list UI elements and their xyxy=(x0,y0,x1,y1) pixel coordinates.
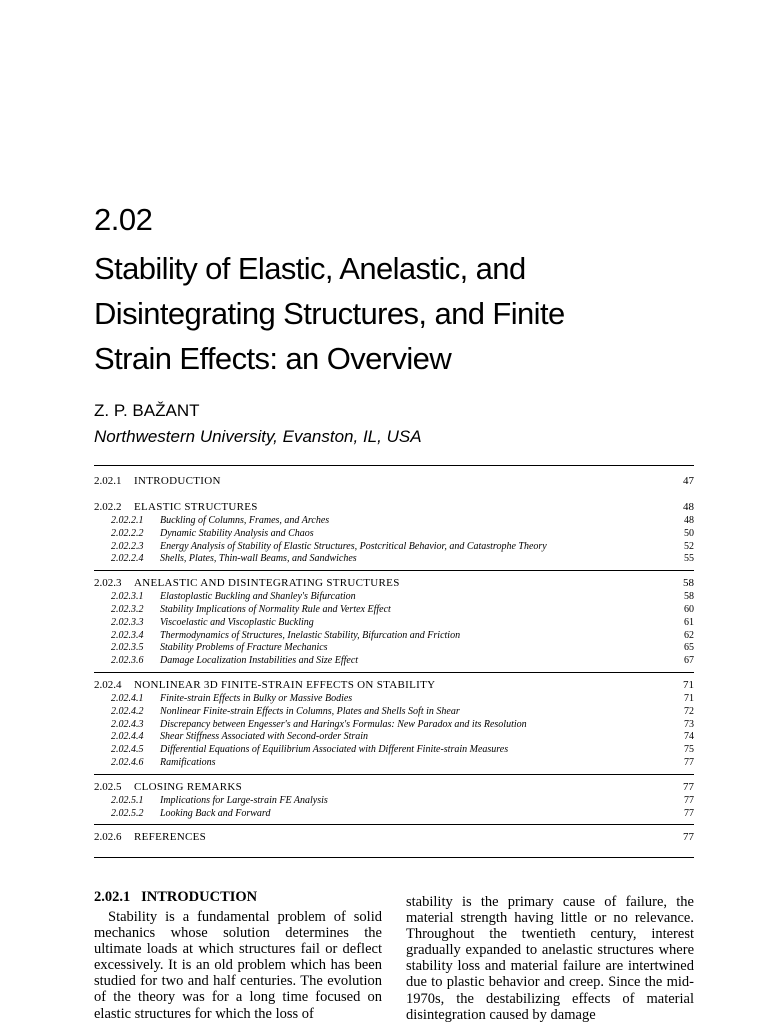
toc-subsection-label: Elastoplastic Buckling and Shanley's Bifurcation xyxy=(160,591,356,603)
toc-subsection-page: 72 xyxy=(684,705,694,717)
toc-section-number: 2.02.1 xyxy=(94,475,122,487)
toc-subsection-number: 2.02.2.3 xyxy=(111,540,144,552)
chapter-title-line: Stability of Elastic, Anelastic, and xyxy=(94,251,526,286)
toc-section[interactable] xyxy=(94,500,694,515)
toc-section-number: 2.02.5 xyxy=(94,780,122,793)
toc-subsection-number: 2.02.3.1 xyxy=(111,591,144,603)
toc-divider xyxy=(94,824,694,825)
toc-subsection-number: 2.02.4.2 xyxy=(111,705,144,717)
toc-subsection-label: Buckling of Columns, Frames, and Arches xyxy=(160,515,330,526)
toc-subsection[interactable] xyxy=(94,617,694,630)
toc-section-page: 71 xyxy=(683,678,694,691)
toc-subsection[interactable] xyxy=(94,795,694,808)
toc-section-page: 77 xyxy=(683,831,694,844)
toc-section-number: 2.02.3 xyxy=(94,577,122,590)
toc-subsection-page: 58 xyxy=(684,591,694,603)
toc-section[interactable] xyxy=(94,780,694,795)
toc-subsection[interactable] xyxy=(94,528,694,541)
chapter-title-line: Disintegrating Structures, and Finite xyxy=(94,296,565,331)
toc-section-label: INTRODUCTION xyxy=(134,475,221,487)
toc-subsection-page: 48 xyxy=(684,515,694,526)
toc-subsection-number: 2.02.4.4 xyxy=(111,731,144,743)
toc-subsection[interactable] xyxy=(94,541,694,554)
toc-subsection-page: 65 xyxy=(684,642,694,654)
toc-subsection[interactable] xyxy=(94,744,694,757)
toc-subsection-label: Viscoelastic and Viscoplastic Buckling xyxy=(160,616,314,628)
body-column-right xyxy=(406,894,694,1023)
body-paragraph: stability is the primary cause of failure, the material strength having little or no relevance. Throughout the twentieth century, interest gradually expanded to anelastic structures where stability loss and material failure are intertwined due to plastic behavior and creep. Since the mid-1970s, the destabilizing effects of material disintegration caused by damage xyxy=(406,894,694,1023)
toc-subsection-page: 73 xyxy=(684,718,694,730)
toc-subsection-number: 2.02.4.5 xyxy=(111,744,144,756)
toc-subsection-label: Shear Stiffness Associated with Second-order Strain xyxy=(160,731,369,743)
toc-subsection-label: Shells, Plates, Thin-wall Beams, and Sandwiches xyxy=(160,553,357,565)
toc-subsection[interactable] xyxy=(94,591,694,604)
toc-divider xyxy=(94,570,694,571)
toc-subsection-number: 2.02.3.4 xyxy=(111,629,144,641)
toc-subsection-number: 2.02.3.6 xyxy=(111,655,144,667)
body-column-left xyxy=(94,888,382,1022)
toc-section-number: 2.02.4 xyxy=(94,678,122,691)
toc-section[interactable] xyxy=(94,576,694,591)
toc-divider xyxy=(94,774,694,775)
toc-subsection-page: 62 xyxy=(684,629,694,641)
toc-subsection[interactable] xyxy=(94,642,694,655)
toc-subsection-page: 77 xyxy=(684,756,694,768)
toc-subsection-label: Damage Localization Instabilities and Size Effect xyxy=(160,655,359,667)
toc-subsection-label: Discrepancy between Engesser's and Haringx's Formulas: New Paradox and its Resolution xyxy=(160,718,527,730)
toc-subsection[interactable] xyxy=(94,655,694,668)
body-paragraph: Stability is a fundamental problem of solid mechanics whose solution determines the ultimate loads at which structures fail or deflect excessively. It is an old problem which has been studied for two and half centuries. The evolution of the theory was for a long time focused on elastic structures for which the loss of xyxy=(94,909,382,1022)
toc-subsection-page: 71 xyxy=(684,692,694,704)
toc-subsection-number: 2.02.3.3 xyxy=(111,616,144,628)
toc-subsection-number: 2.02.4.6 xyxy=(111,756,144,768)
toc-subsection-label: Nonlinear Finite-strain Effects in Columns, Plates and Shells Soft in Shear xyxy=(160,705,460,717)
toc-subsection[interactable] xyxy=(94,515,694,528)
toc-section-page: 48 xyxy=(683,501,694,513)
toc-subsection-page: 52 xyxy=(684,540,694,552)
toc-section[interactable] xyxy=(94,678,694,693)
toc-subsection-page: 50 xyxy=(684,527,694,539)
toc-subsection[interactable] xyxy=(94,630,694,643)
toc-subsection-label: Thermodynamics of Structures, Inelastic Stability, Bifurcation and Friction xyxy=(160,629,461,641)
toc-subsection-page: 74 xyxy=(684,731,694,743)
toc-subsection-number: 2.02.2.1 xyxy=(111,515,144,526)
toc-subsection-page: 55 xyxy=(684,553,694,565)
toc-subsection[interactable] xyxy=(94,757,694,770)
toc-subsection-page: 61 xyxy=(684,616,694,628)
toc-subsection[interactable] xyxy=(94,604,694,617)
toc-subsection-page: 60 xyxy=(684,603,694,615)
toc-subsection-label: Differential Equations of Equilibrium Associated with Different Finite-strain Measures xyxy=(160,744,509,756)
toc-subsection[interactable] xyxy=(94,731,694,744)
toc-divider xyxy=(94,672,694,673)
toc-subsection-page: 75 xyxy=(684,744,694,756)
toc-subsection-label: Dynamic Stability Analysis and Chaos xyxy=(160,527,314,539)
toc-subsection-number: 2.02.5.1 xyxy=(111,794,144,806)
toc-section-page: 77 xyxy=(683,780,694,793)
toc-subsection[interactable] xyxy=(94,706,694,719)
toc-subsection-page: 77 xyxy=(684,807,694,819)
toc-subsection-number: 2.02.3.5 xyxy=(111,642,144,654)
toc-subsection[interactable] xyxy=(94,693,694,706)
toc-subsection-label: Finite-strain Effects in Bulky or Massive Bodies xyxy=(160,692,353,704)
chapter-title xyxy=(94,246,714,381)
author-affiliation: Northwestern University, Evanston, IL, USA xyxy=(94,427,422,446)
toc-subsection[interactable] xyxy=(94,719,694,732)
toc-section-label: REFERENCES xyxy=(134,831,207,844)
toc-subsection-label: Ramifications xyxy=(160,756,216,768)
toc-subsection-number: 2.02.3.2 xyxy=(111,603,144,615)
toc-subsection-label: Looking Back and Forward xyxy=(160,807,271,819)
toc-subsection-number: 2.02.2.2 xyxy=(111,527,144,539)
section-heading xyxy=(94,888,382,906)
toc-subsection-label: Implications for Large-strain FE Analysis xyxy=(160,794,328,806)
author-name: Z. P. BAŽANT xyxy=(94,401,200,420)
toc-subsection-label: Stability Problems of Fracture Mechanics xyxy=(160,642,328,654)
toc-section-label: CLOSING REMARKS xyxy=(134,780,243,793)
toc-subsection-page: 67 xyxy=(684,655,694,667)
toc-subsection-number: 2.02.2.4 xyxy=(111,553,144,565)
toc-subsection[interactable] xyxy=(94,553,694,566)
section-heading-label: INTRODUCTION xyxy=(141,889,258,905)
toc-subsection-page: 77 xyxy=(684,794,694,806)
toc-subsection-number: 2.02.4.1 xyxy=(111,692,144,704)
section-heading-number: 2.02.1 xyxy=(94,889,131,905)
toc-section[interactable] xyxy=(94,474,694,489)
toc-section-label: NONLINEAR 3D FINITE-STRAIN EFFECTS ON STABILITY xyxy=(134,678,436,691)
toc-bottom-rule xyxy=(94,857,694,858)
toc-subsection-label: Stability Implications of Normality Rule and Vertex Effect xyxy=(160,603,391,615)
toc-top-rule xyxy=(94,465,694,466)
toc-section-label: ANELASTIC AND DISINTEGRATING STRUCTURES xyxy=(134,577,400,590)
toc-section-label: ELASTIC STRUCTURES xyxy=(134,501,258,513)
toc-section-number: 2.02.6 xyxy=(94,831,122,844)
toc-subsection-label: Energy Analysis of Stability of Elastic Structures, Postcritical Behavior, and Catastrophe Theory xyxy=(160,540,547,552)
toc-section-page: 47 xyxy=(683,475,694,487)
chapter-title-line: Strain Effects: an Overview xyxy=(94,341,452,376)
toc-subsection[interactable] xyxy=(94,808,694,821)
toc-subsection-number: 2.02.4.3 xyxy=(111,718,144,730)
toc-subsection-number: 2.02.5.2 xyxy=(111,807,144,819)
toc-section-page: 58 xyxy=(683,577,694,590)
chapter-number: 2.02 xyxy=(94,202,153,237)
toc-section-number: 2.02.2 xyxy=(94,501,122,513)
table-of-contents xyxy=(94,474,694,845)
toc-section[interactable] xyxy=(94,830,694,845)
